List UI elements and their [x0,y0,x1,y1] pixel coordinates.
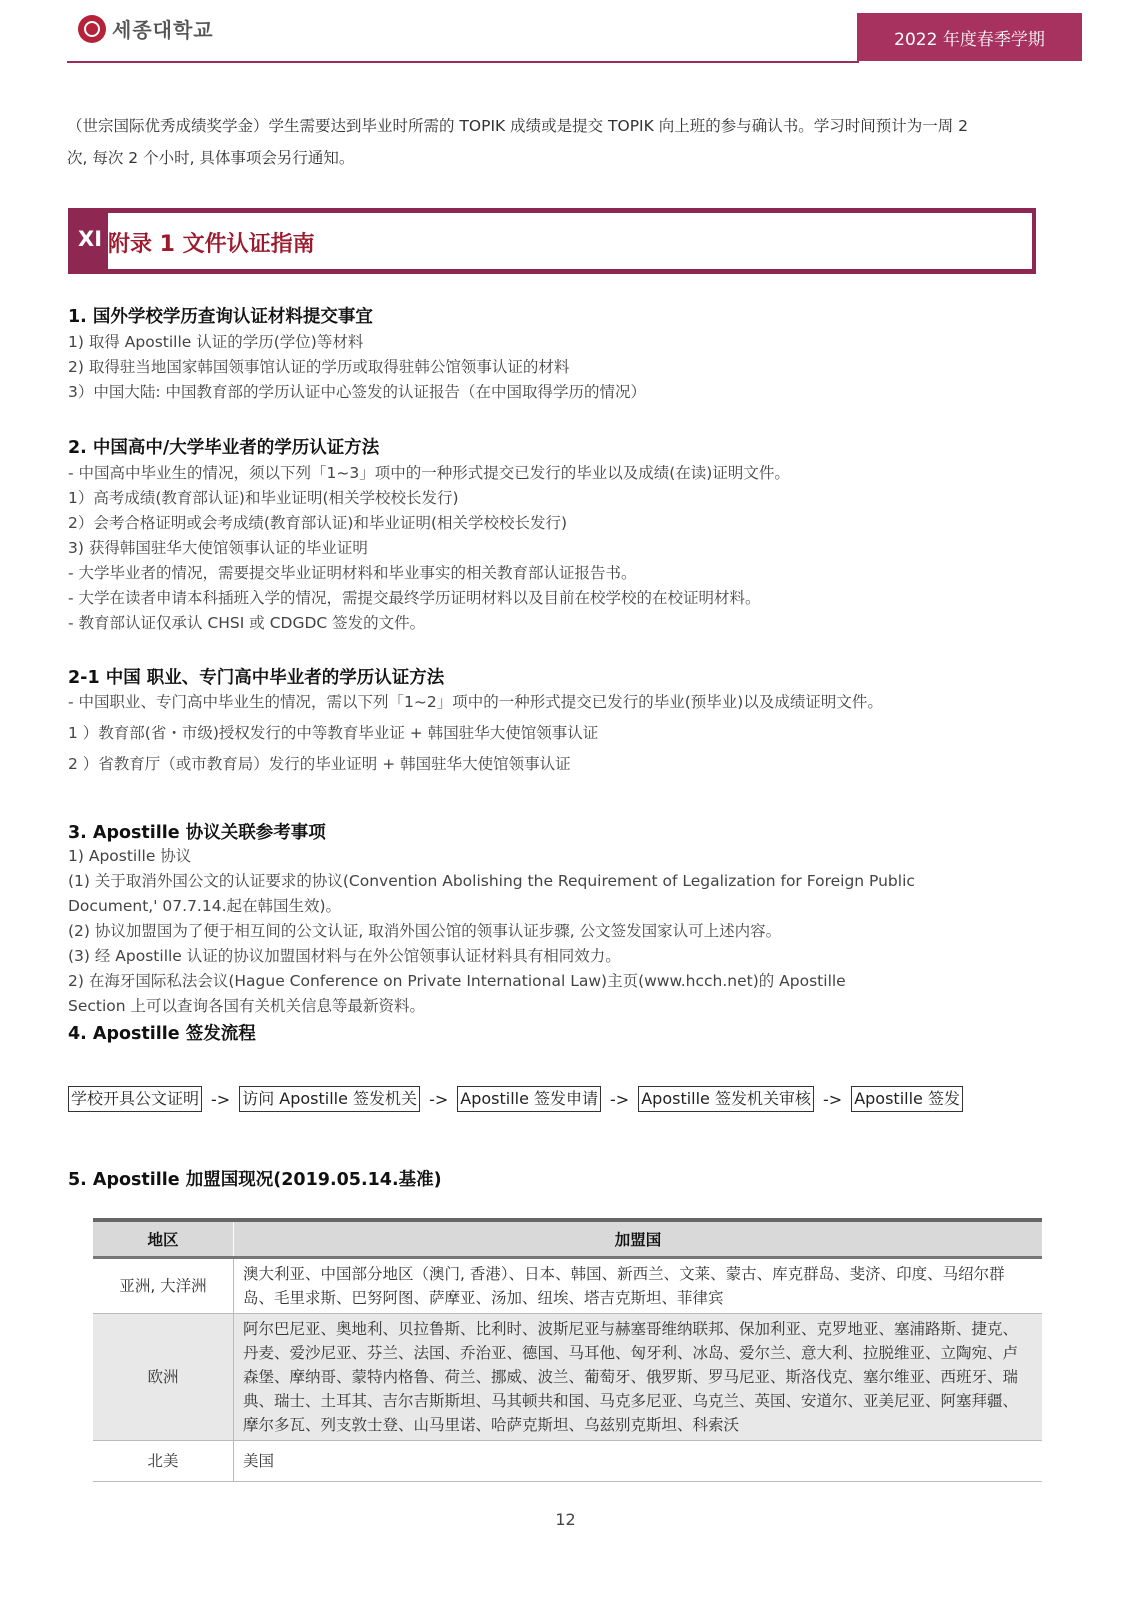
flow-step-3: Apostille 签发申请 [457,1086,601,1112]
s1-heading: 1. 国外学校学历查询认证材料提交事宜 [68,307,373,327]
table-header-row [93,1220,1042,1258]
section-title: 附录 1 文件认证指南 [108,232,315,257]
flow-step-1: 学校开具公文证明 [68,1086,202,1112]
flow-arrow: -> [610,1089,630,1109]
s5-heading: 5. Apostille 加盟国现况(2019.05.14.基准) [68,1170,442,1190]
s2-item: - 大学毕业者的情况，需要提交毕业证明材料和毕业事实的相关教育部认证报告书。 [68,564,637,582]
flow-arrow: -> [823,1089,843,1109]
s3-item: 1) Apostille 协议 [68,847,192,865]
s2-item: - 大学在读者申请本科插班入学的情况，需提交最终学历证明材料以及目前在校学校的在校证明材料。 [68,589,761,607]
s3-item: (2) 协议加盟国为了便于相互间的公文认证, 取消外国公馆的领事认证步骤, 公文签发国家认可上述内容。 [68,922,782,940]
region-cell: 北美 [93,1441,234,1482]
table-row [93,1314,1042,1441]
s21-heading: 2-1 中国 职业、专门高中毕业者的学历认证方法 [68,668,445,688]
s2-item: 1）高考成绩(教育部认证)和毕业证明(相关学校校长发行) [68,489,459,507]
s2-item: 3) 获得韩国驻华大使馆领事认证的毕业证明 [68,539,368,557]
logo-text: 세종대학교 [112,18,214,42]
s1-item: 3）中国大陆: 中国教育部的学历认证中心签发的认证报告（在中国取得学历的情况） [68,383,647,401]
flow-step-2: 访问 Apostille 签发机关 [239,1086,420,1112]
s2-heading: 2. 中国高中/大学毕业者的学历认证方法 [68,438,380,458]
university-seal-icon [78,15,106,43]
s1-item: 2) 取得驻当地国家韩国领事馆认证的学历或取得驻韩公馆领事认证的材料 [68,358,570,376]
flow-step-5: Apostille 签发 [851,1086,963,1112]
page-number: 12 [555,1510,576,1529]
s3-item: (3) 经 Apostille 认证的协议加盟国材料与在外公馆领事认证材料具有相同效力。 [68,947,621,965]
flow-arrow: -> [429,1089,449,1109]
s3-item: 2) 在海牙国际私法会议(Hague Conference on Private International Law)主页(www.hcch.net)的 Apostille [68,972,846,990]
apostille-process-flow [68,1086,963,1112]
table-row [93,1258,1042,1314]
intro-line-1: （世宗国际优秀成绩奖学金）学生需要达到毕业时所需的 TOPIK 成绩或是提交 TOPIK 向上班的参与确认书。学习时间预计为一周 2 [67,117,969,135]
col-members-header: 加盟国 [234,1220,1043,1258]
s1-item: 1) 取得 Apostille 认证的学历(学位)等材料 [68,333,364,351]
s21-item: 1 ）教育部(省・市级)授权发行的中等教育毕业证 + 韩国驻华大使馆领事认证 [68,724,599,742]
s4-heading: 4. Apostille 签发流程 [68,1024,256,1044]
flow-step-4: Apostille 签发机关审核 [638,1086,814,1112]
term-header: 2022 年度春季学期 [857,13,1082,61]
s3-item: (1) 关于取消外国公文的认证要求的协议(Convention Abolishing the Requirement of Legalization for Foreign Public [68,872,915,890]
members-cell: 阿尔巴尼亚、奥地利、贝拉鲁斯、比利时、波斯尼亚与赫塞哥维纳联邦、保加利亚、克罗地亚、塞浦路斯、捷克、丹麦、爱沙尼亚、芬兰、法国、乔治亚、德国、马耳他、匈牙利、冰岛、爱尔兰、意大利、拉脱维亚、立陶宛、卢森堡、摩纳哥、蒙特内格鲁、荷兰、挪威、波兰、葡萄牙、俄罗斯、罗马尼亚、斯洛伐克、塞尔维亚、西班牙、瑞典、瑞士、土耳其、吉尔吉斯斯坦、马其顿共和国、马克多尼亚、乌克兰、英国、安道尔、亚美尼亚、阿塞拜疆、摩尔多瓦、列支敦士登、山马里诺、哈萨克斯坦、乌兹别克斯坦、科索沃 [234,1314,1043,1441]
col-region-header: 地区 [93,1220,234,1258]
s21-item: - 中国职业、专门高中毕业生的情况，需以下列「1~2」项中的一种形式提交已发行的毕业(预毕业)以及成绩证明文件。 [68,693,883,711]
header-divider [67,61,859,63]
s2-item: 2）会考合格证明或会考成绩(教育部认证)和毕业证明(相关学校校长发行) [68,514,568,532]
s2-item: - 教育部认证仅承认 CHSI 或 CDGDC 签发的文件。 [68,614,426,632]
university-logo [78,14,214,43]
region-cell: 亚洲, 大洋洲 [93,1258,234,1314]
members-cell: 美国 [234,1441,1043,1482]
s2-item: - 中国高中毕业生的情况，须以下列「1~3」项中的一种形式提交已发行的毕业以及成绩(在读)证明文件。 [68,464,790,482]
table-row [93,1441,1042,1482]
s21-item: 2 ）省教育厅（或市教育局）发行的毕业证明 + 韩国驻华大使馆领事认证 [68,755,571,773]
intro-line-2: 次, 每次 2 个小时, 具体事项会另行通知。 [67,149,355,167]
member-countries-table [93,1218,1042,1482]
region-cell: 欧洲 [93,1314,234,1441]
flow-arrow: -> [211,1089,231,1109]
s3-item: Section 上可以查询各国有关机关信息等最新资料。 [68,997,426,1015]
members-cell: 澳大利亚、中国部分地区（澳门, 香港）、日本、韩国、新西兰、文莱、蒙古、库克群岛、斐济、印度、马绍尔群岛、毛里求斯、巴努阿图、萨摩亚、汤加、纽埃、塔吉克斯坦、菲律宾 [234,1258,1043,1314]
s3-item: Document,' 07.7.14.起在韩国生效)。 [68,897,342,915]
section-number: XI [78,227,103,251]
s3-heading: 3. Apostille 协议关联参考事项 [68,823,326,843]
